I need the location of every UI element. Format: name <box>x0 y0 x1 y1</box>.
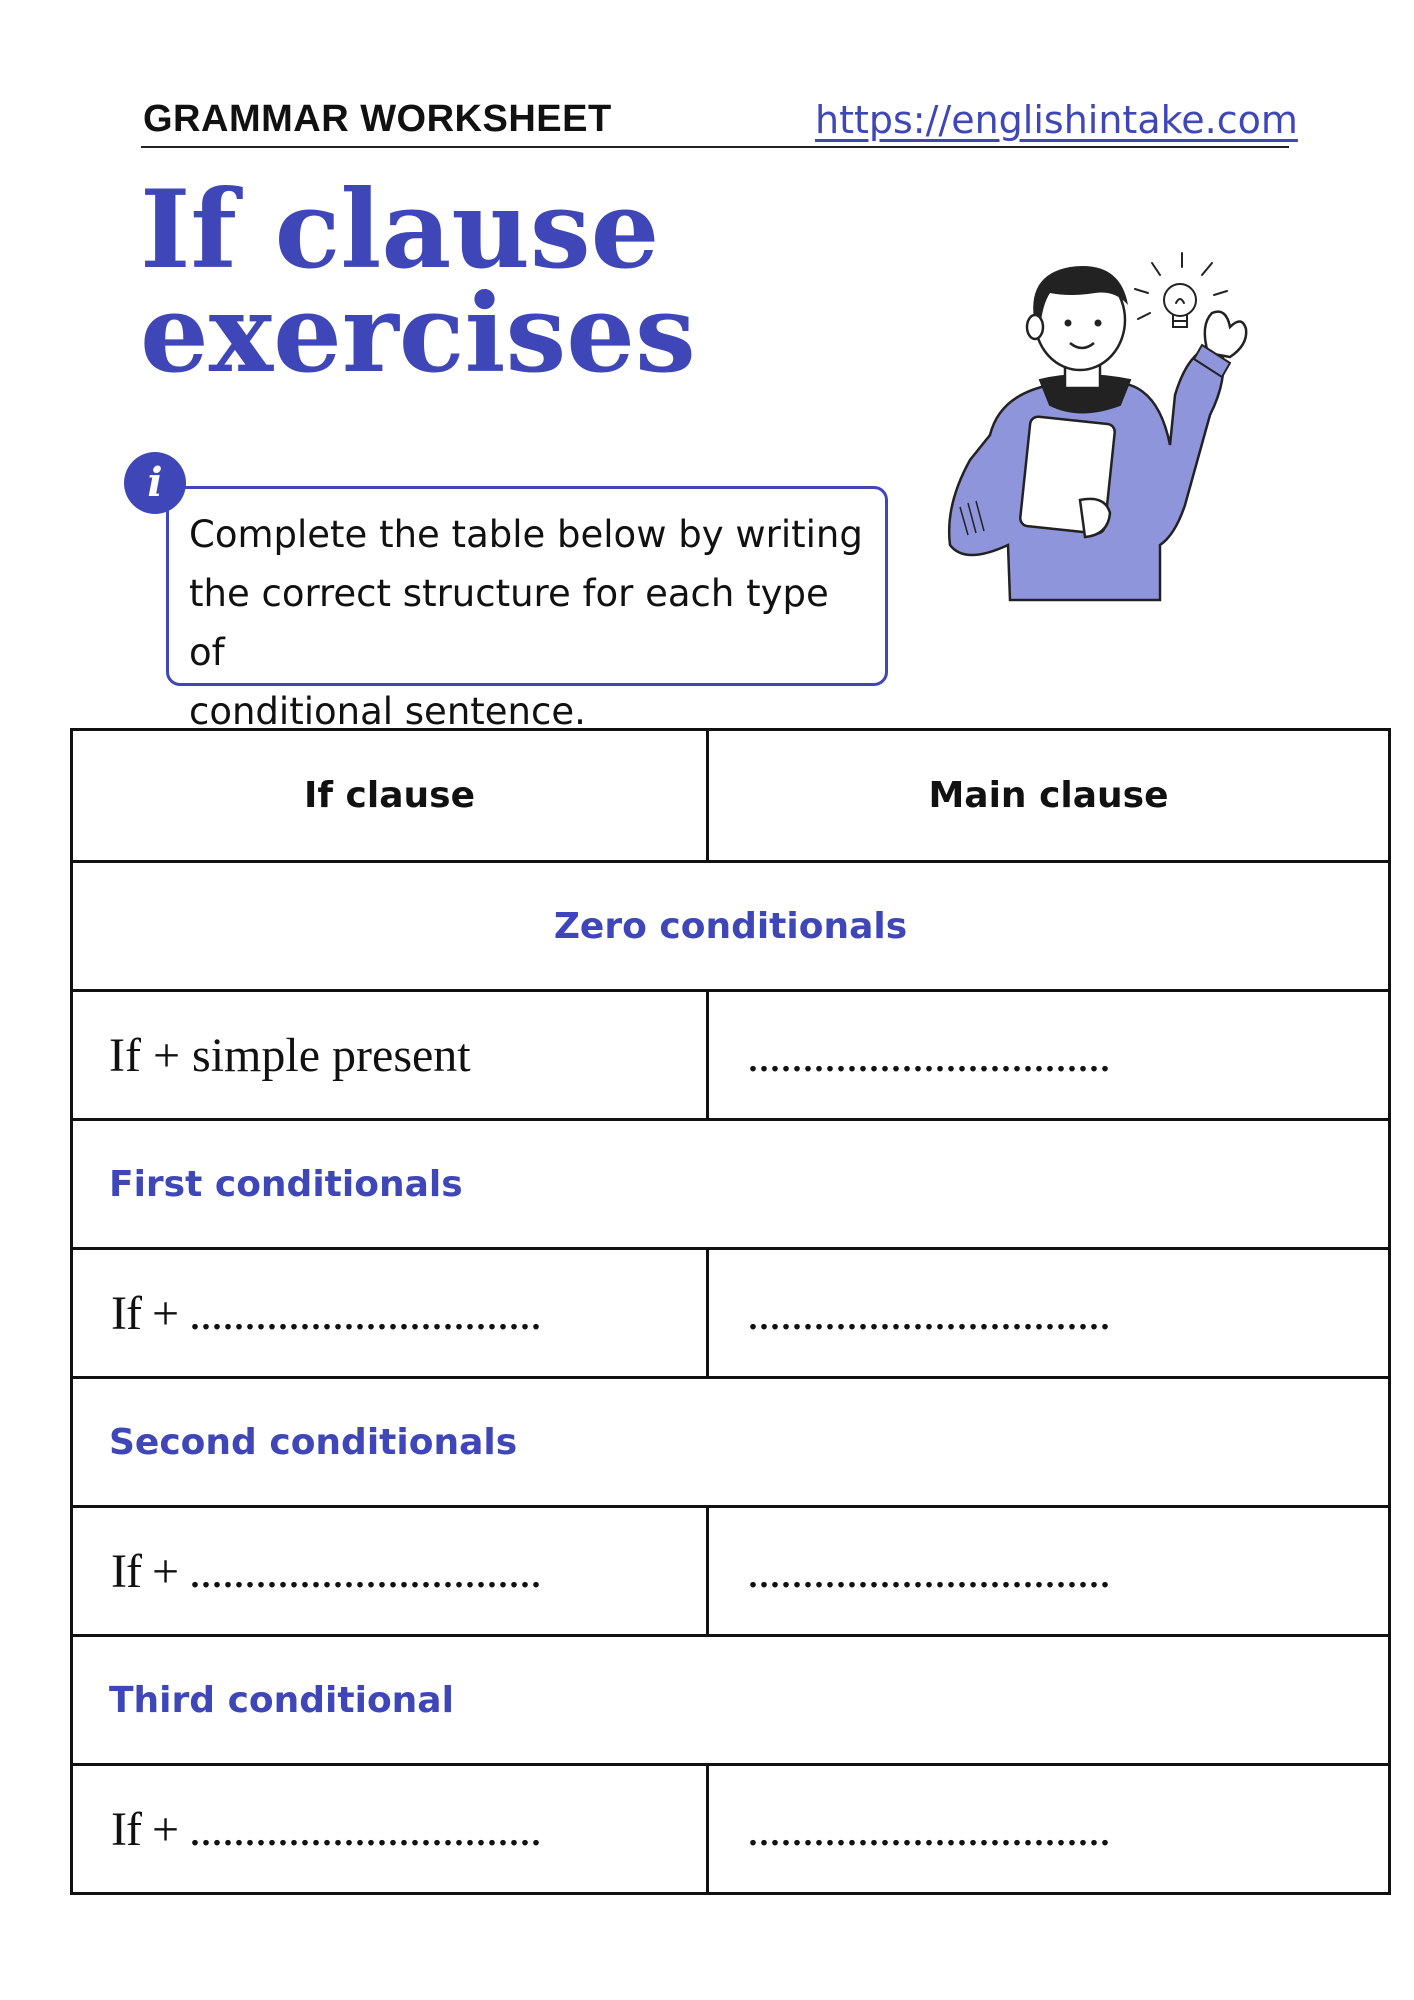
section-row-third <box>72 1636 1390 1765</box>
worksheet-label: GRAMMAR WORKSHEET <box>143 98 612 140</box>
website-link[interactable]: https://englishintake.com <box>815 98 1298 142</box>
main-clause-blank[interactable]: ................................. <box>708 1507 1390 1636</box>
section-row-first <box>72 1120 1390 1249</box>
section-title: Second conditionals <box>72 1378 1390 1507</box>
table-row <box>72 1765 1390 1894</box>
instruction-line-1: Complete the table below by writing <box>189 513 863 556</box>
if-clause-blank[interactable]: If + ................................ <box>72 1507 708 1636</box>
instruction-box <box>166 486 888 733</box>
section-title: First conditionals <box>72 1120 1390 1249</box>
conditionals-table <box>70 728 1391 1895</box>
if-clause-blank[interactable]: If + ................................ <box>72 1765 708 1894</box>
main-clause-blank[interactable]: ................................. <box>708 1765 1390 1894</box>
section-row-zero <box>72 862 1390 991</box>
page-title <box>140 167 696 397</box>
column-header-main-clause: Main clause <box>708 730 1390 862</box>
instruction-line-2: the correct structure for each type of <box>189 572 829 674</box>
if-clause-cell: If + simple present <box>72 991 708 1120</box>
table-row <box>72 1507 1390 1636</box>
info-icon: i <box>124 452 186 514</box>
table-header-row <box>72 730 1390 862</box>
if-clause-blank[interactable]: If + ................................ <box>72 1249 708 1378</box>
table-row <box>72 1249 1390 1378</box>
table-row <box>72 991 1390 1120</box>
section-row-second <box>72 1378 1390 1507</box>
main-clause-blank[interactable]: ................................. <box>708 1249 1390 1378</box>
title-line-1: If clause <box>140 167 660 293</box>
instruction-line-3: conditional sentence. <box>189 690 586 733</box>
section-title: Zero conditionals <box>72 862 1390 991</box>
main-clause-blank[interactable]: ................................. <box>708 991 1390 1120</box>
title-line-2: exercises <box>140 271 696 397</box>
person-with-lightbulb-icon <box>930 245 1280 625</box>
section-title: Third conditional <box>72 1636 1390 1765</box>
column-header-if-clause: If clause <box>72 730 708 862</box>
header-divider <box>141 146 1289 148</box>
